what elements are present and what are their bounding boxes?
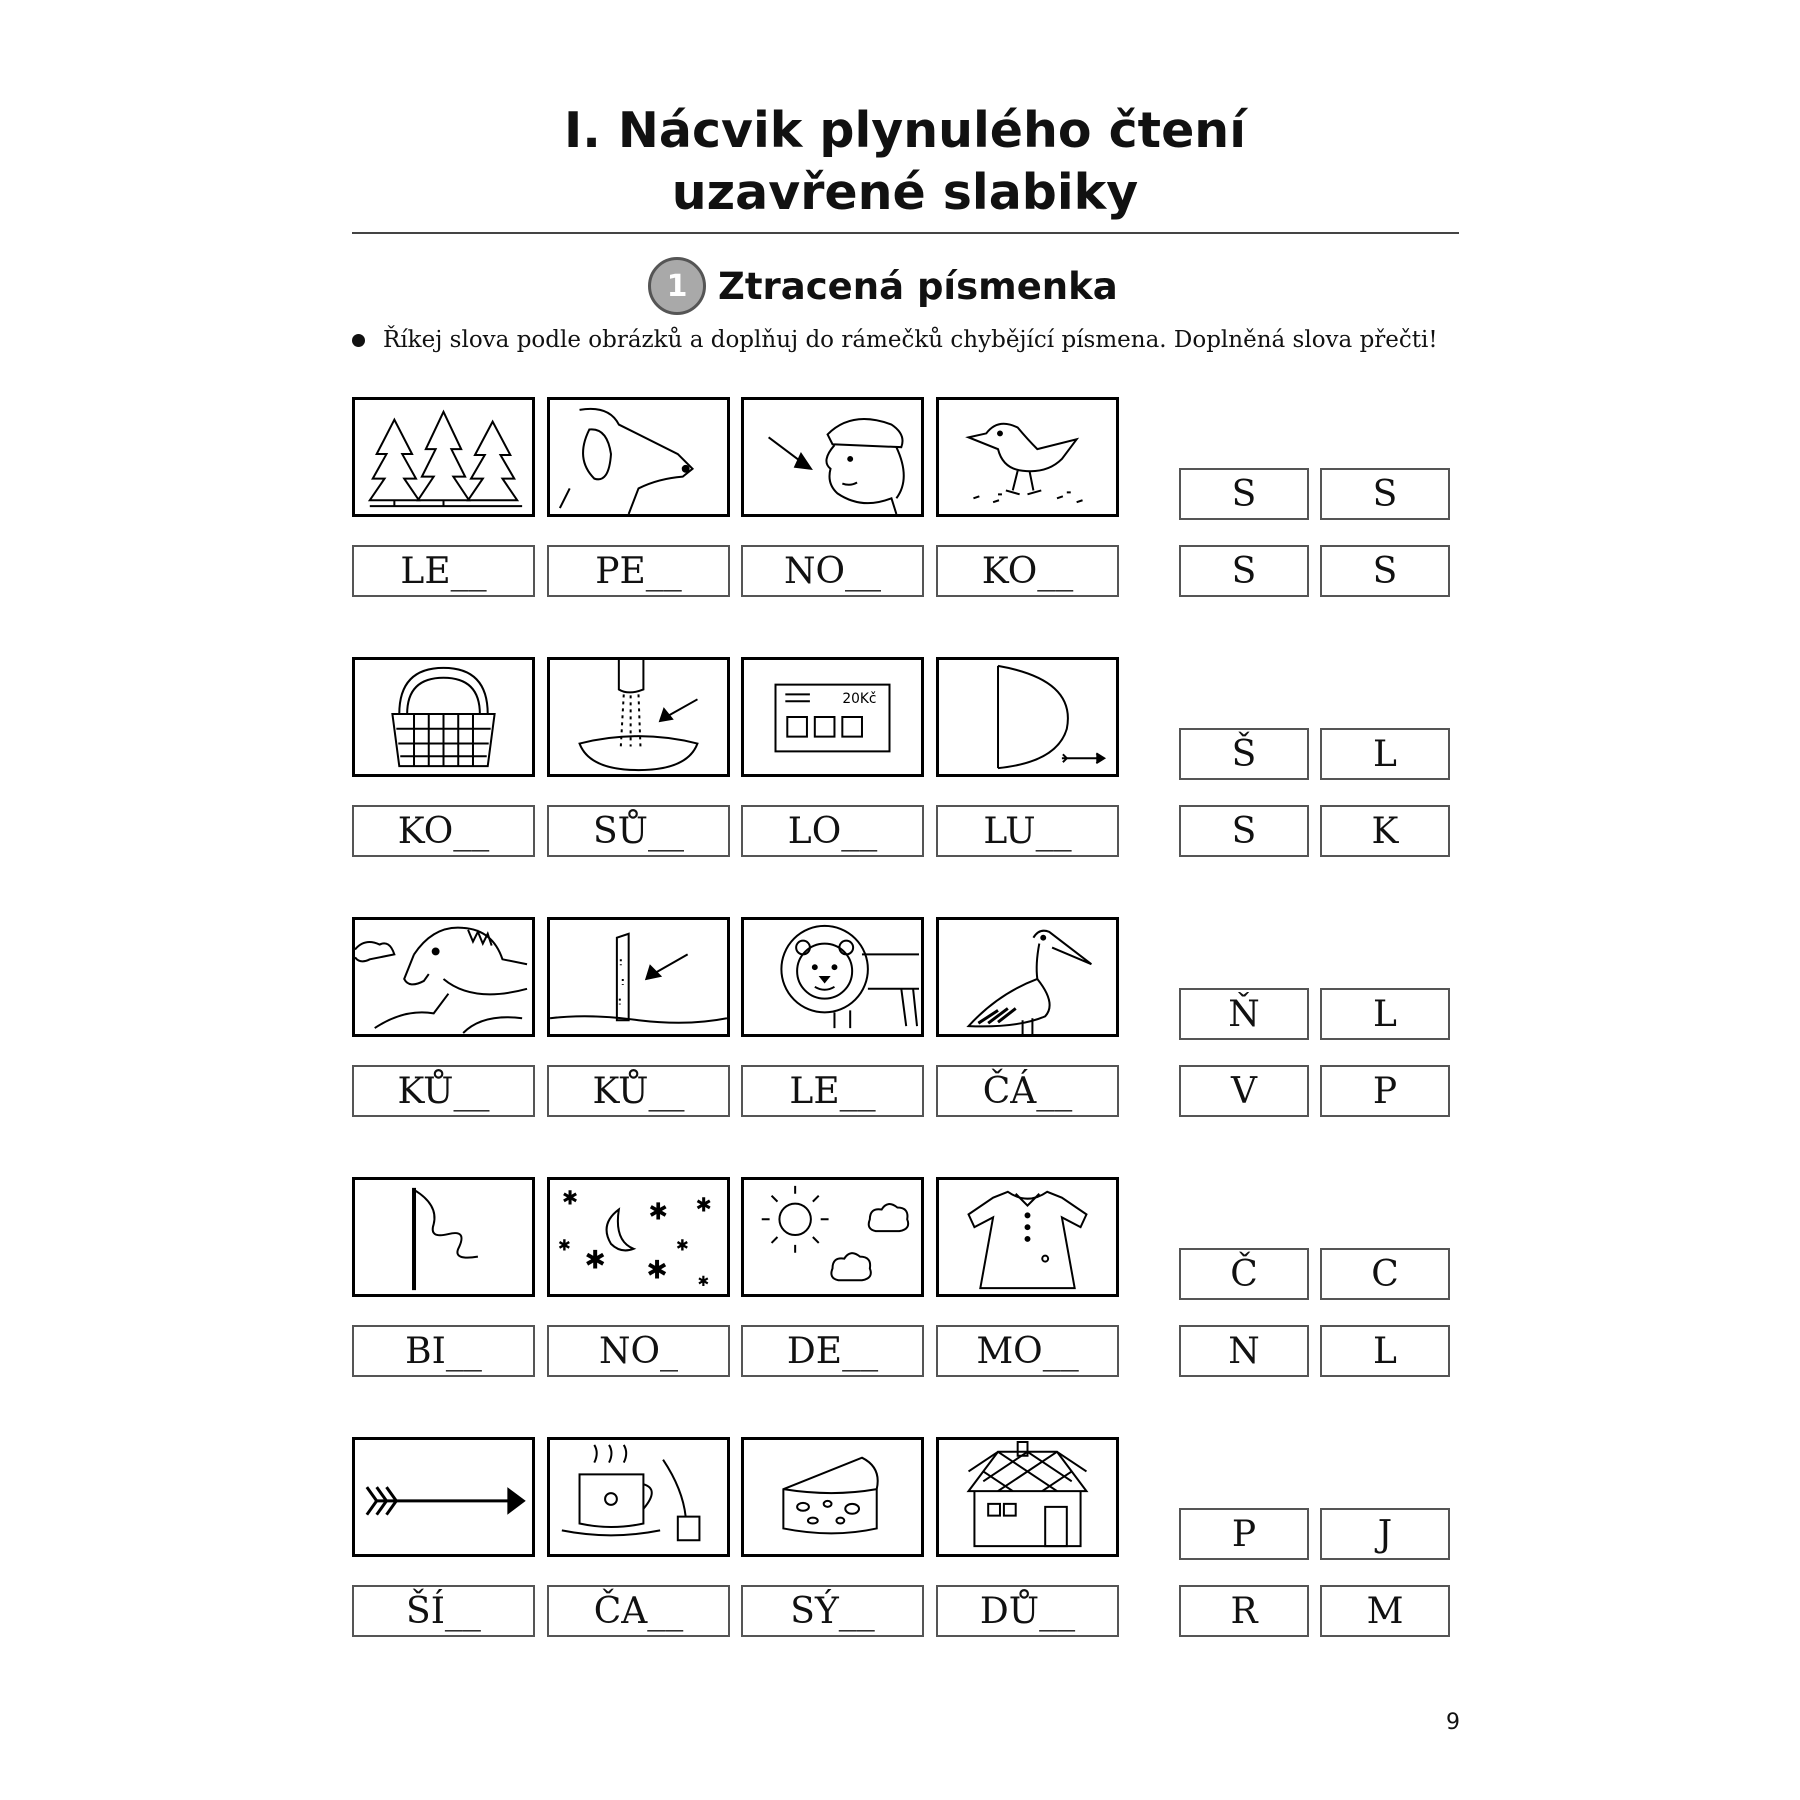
house-picture [936,1437,1119,1557]
page-number: 9 [1446,1710,1460,1735]
arrow-picture [352,1437,535,1557]
word-box[interactable]: LE__ [352,545,535,597]
exercise-heading [648,252,1118,320]
letter-card[interactable]: J [1320,1508,1450,1560]
word-box[interactable]: KŮ__ [547,1065,730,1117]
night-picture [547,1177,730,1297]
letter-card[interactable]: M [1320,1585,1450,1637]
flour-picture [547,657,730,777]
stork-picture [936,917,1119,1037]
letter-card[interactable]: P [1179,1508,1309,1560]
basket-picture [352,657,535,777]
tea-picture [547,1437,730,1557]
svg-text:✱: ✱ [561,1186,579,1210]
ticket-picture [741,657,924,777]
word-box[interactable]: ŠÍ__ [352,1585,535,1637]
letter-card[interactable]: K [1320,805,1450,857]
nose-picture [741,397,924,517]
letter-card[interactable]: V [1179,1065,1309,1117]
letter-card[interactable]: P [1320,1065,1450,1117]
svg-text:✱: ✱ [697,1274,709,1291]
word-box[interactable]: LU__ [936,805,1119,857]
letter-card[interactable]: C [1320,1248,1450,1300]
letter-card[interactable]: S [1179,468,1309,520]
letter-card[interactable]: S [1320,468,1450,520]
instruction-text: Říkej slova podle obrázků a doplňuj do rámečků chybějící písmena. Doplněná slova přečti! [383,327,1438,353]
day-picture [741,1177,924,1297]
letter-card[interactable]: L [1320,1325,1450,1377]
whip-picture [352,1177,535,1297]
lion-picture [741,917,924,1037]
word-box[interactable]: LO__ [741,805,924,857]
word-box[interactable]: LE__ [741,1065,924,1117]
svg-text:✱: ✱ [695,1193,712,1217]
letter-card[interactable]: R [1179,1585,1309,1637]
word-box[interactable]: BI__ [352,1325,535,1377]
word-box[interactable]: SŮ__ [547,805,730,857]
instruction [352,327,1438,353]
word-box[interactable]: DŮ__ [936,1585,1119,1637]
word-box[interactable]: ČA__ [547,1585,730,1637]
word-box[interactable]: ČÁ__ [936,1065,1119,1117]
stake-picture [547,917,730,1037]
letter-card[interactable]: N [1179,1325,1309,1377]
letter-card[interactable]: S [1179,545,1309,597]
horse-picture [352,917,535,1037]
bird-picture [936,397,1119,517]
forest-picture [352,397,535,517]
bow-picture [936,657,1119,777]
svg-text:✱: ✱ [675,1235,690,1255]
word-box[interactable]: MO__ [936,1325,1119,1377]
svg-text:20Kč: 20Kč [842,691,877,708]
bullet-icon [352,334,365,347]
exercise-number-badge: 1 [648,257,706,315]
word-box[interactable]: DE__ [741,1325,924,1377]
cheese-picture [741,1437,924,1557]
letter-card[interactable]: S [1179,805,1309,857]
chapter-title-line2: uzavřené slabiky [671,164,1139,221]
word-box[interactable]: KO__ [936,545,1119,597]
letter-card[interactable]: L [1320,728,1450,780]
dress-picture [936,1177,1119,1297]
title-divider [352,232,1459,234]
word-box[interactable]: PE__ [547,545,730,597]
svg-text:✱: ✱ [646,1255,668,1286]
word-box[interactable]: SÝ__ [741,1585,924,1637]
letter-card[interactable]: Č [1179,1248,1309,1300]
chapter-title [350,100,1460,224]
letter-card[interactable]: S [1320,545,1450,597]
word-box[interactable]: KO__ [352,805,535,857]
svg-text:✱: ✱ [648,1197,669,1226]
chapter-title-line1: I. Nácvik plynulého čtení [563,102,1246,159]
letter-card[interactable]: Ň [1179,988,1309,1040]
dog-picture [547,397,730,517]
exercise-title: Ztracená písmenka [718,264,1118,308]
letter-card[interactable]: L [1320,988,1450,1040]
word-box[interactable]: KŮ__ [352,1065,535,1117]
letter-card[interactable]: Š [1179,728,1309,780]
svg-text:✱: ✱ [557,1235,572,1255]
svg-text:✱: ✱ [584,1245,606,1276]
word-box[interactable]: NO__ [741,545,924,597]
word-box[interactable]: NO_ [547,1325,730,1377]
